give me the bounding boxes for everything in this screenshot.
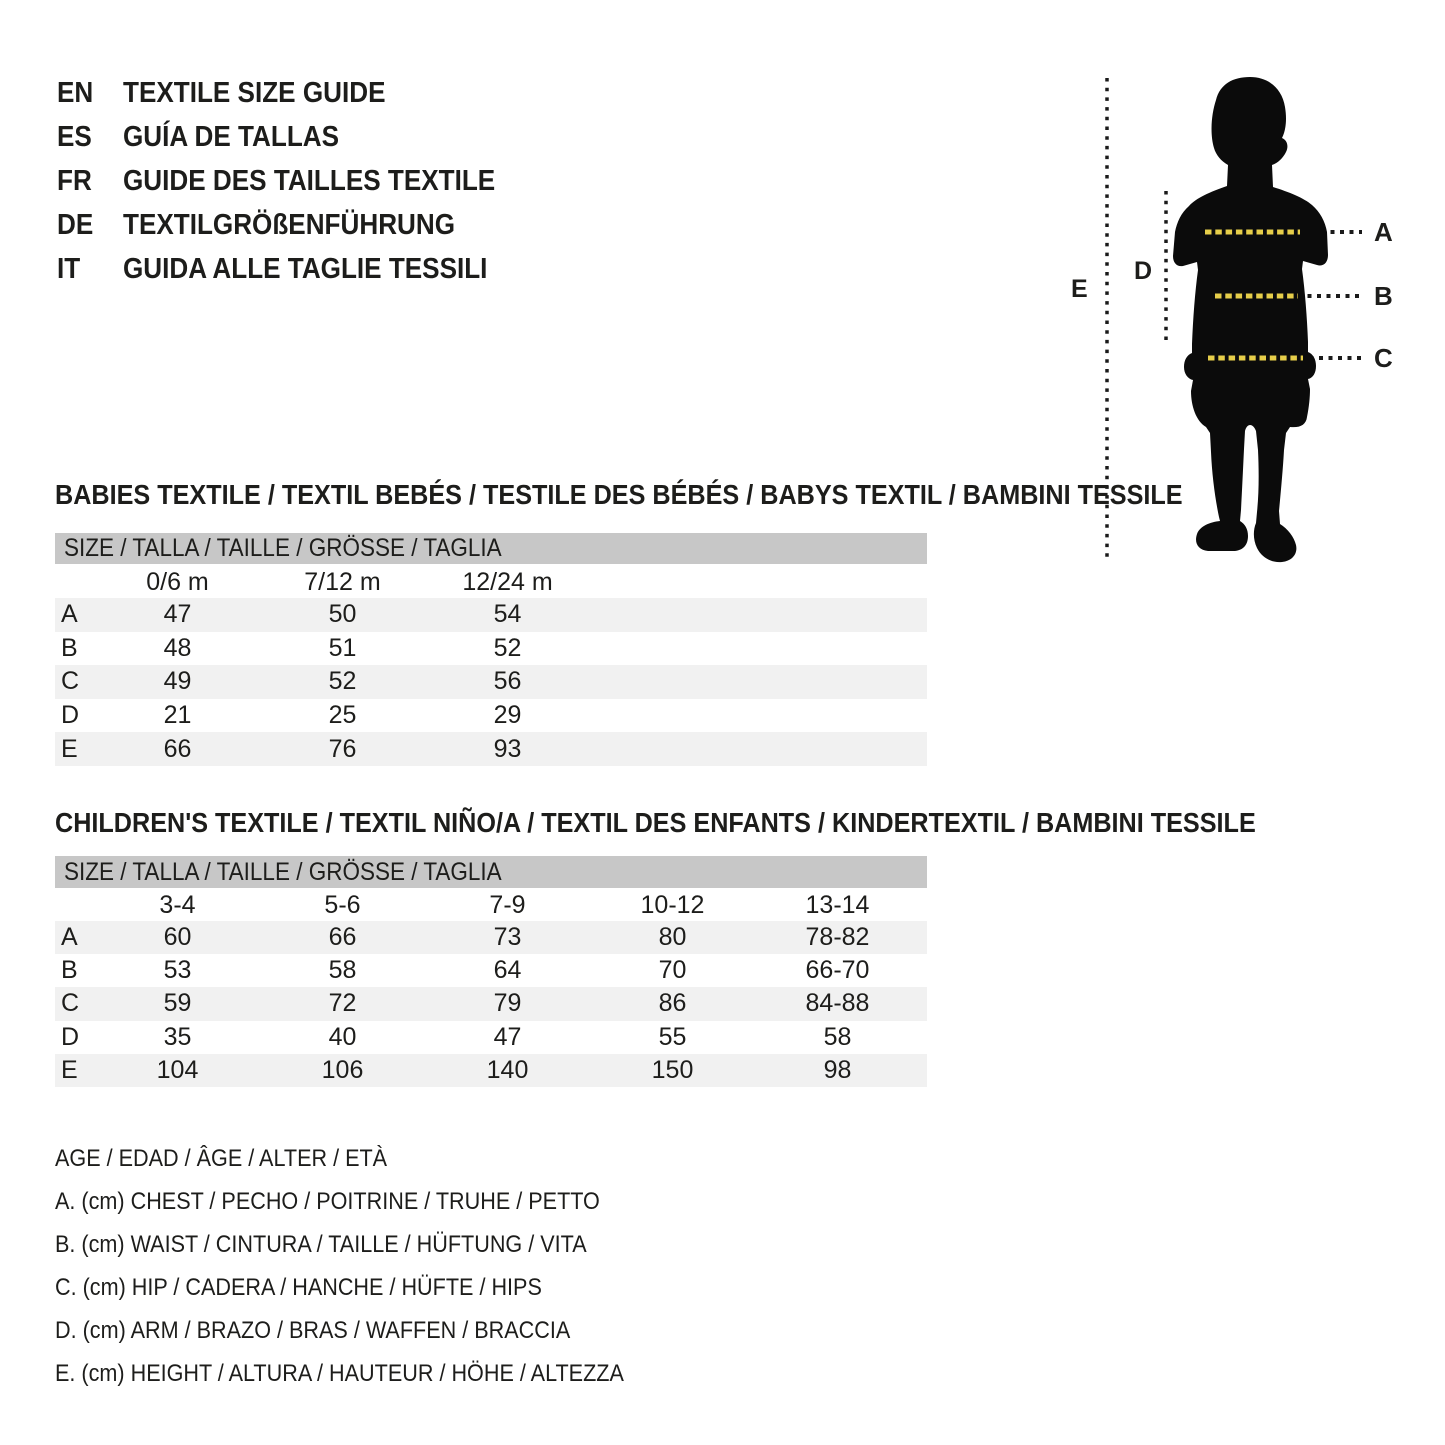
row-label: A [61,600,78,629]
table-cell: 58 [823,1022,852,1051]
lang-title: TEXTILGRÖßENFÜHRUNG [123,208,456,241]
column-header: 0/6 m [146,567,209,596]
table-cell: 55 [658,1022,687,1051]
lang-row-fr [57,159,537,203]
children-column-header-row [55,889,927,921]
table-cell: 66 [163,734,192,763]
lang-row-es [57,115,537,159]
table-cell: 76 [328,734,357,763]
table-cell: 66-70 [805,956,870,985]
column-header: 3-4 [159,890,196,919]
table-row [55,1021,927,1054]
table-cell: 51 [328,633,357,662]
table-cell: 50 [328,600,357,629]
table-cell: 106 [321,1055,364,1084]
table-cell: 40 [328,1022,357,1051]
table-cell: 35 [163,1022,192,1051]
table-row [55,954,927,987]
row-label: C [61,989,80,1018]
arm-label: D [1134,257,1153,285]
lang-code: IT [57,252,81,285]
table-cell: 140 [486,1055,529,1084]
children-size-header: SIZE / TALLA / TAILLE / GRÖSSE / TAGLIA [55,856,927,888]
table-row [55,632,927,666]
table-cell: 64 [493,956,522,985]
row-label: B [61,956,78,985]
hip-label: C [1374,343,1393,373]
table-row [55,1054,927,1087]
row-label: E [61,734,78,763]
column-header: 7-9 [489,890,526,919]
legend-line-height: E. (cm) HEIGHT / ALTURA / HAUTEUR / HÖHE / ALTEZZA [55,1360,624,1387]
column-header: 12/24 m [462,567,553,596]
table-cell: 58 [328,956,357,985]
babies-table [55,566,927,766]
chest-label: A [1374,217,1393,247]
table-cell: 73 [493,923,522,952]
legend-line-arm: D. (cm) ARM / BRAZO / BRAS / WAFFEN / BRACCIA [55,1317,571,1344]
row-label: C [61,667,80,696]
table-cell: 70 [658,956,687,985]
table-cell: 150 [651,1055,694,1084]
babies-column-header-row [55,566,927,598]
row-label: D [61,1022,80,1051]
table-cell: 59 [163,989,192,1018]
table-row [55,665,927,699]
table-cell: 56 [493,667,522,696]
table-row [55,699,927,733]
row-label: D [61,701,80,730]
table-cell: 29 [493,701,522,730]
lang-code: ES [57,120,92,153]
table-cell: 86 [658,989,687,1018]
legend-line-chest: A. (cm) CHEST / PECHO / POITRINE / TRUHE / PETTO [55,1188,600,1215]
table-cell: 78-82 [805,923,870,952]
column-header: 5-6 [324,890,361,919]
table-row [55,921,927,954]
legend-line-hip: C. (cm) HIP / CADERA / HANCHE / HÜFTE / HIPS [55,1274,542,1301]
lang-code: EN [57,76,94,109]
table-cell: 84-88 [805,989,870,1018]
table-cell: 60 [163,923,192,952]
height-label: E [1071,275,1088,303]
table-cell: 104 [156,1055,199,1084]
table-cell: 25 [328,701,357,730]
table-cell: 54 [493,600,522,629]
table-cell: 47 [493,1022,522,1051]
lang-row-it [57,247,537,291]
lang-title: GUÍA DE TALLAS [123,120,340,153]
table-row [55,598,927,632]
column-header: 13-14 [805,890,870,919]
table-cell: 98 [823,1055,852,1084]
table-cell: 93 [493,734,522,763]
table-cell: 21 [163,701,192,730]
table-cell: 66 [328,923,357,952]
table-row [55,732,927,766]
row-label: B [61,633,78,662]
lang-row-en [57,71,537,115]
waist-label: B [1374,281,1393,311]
legend-line-waist: B. (cm) WAIST / CINTURA / TAILLE / HÜFTUNG / VITA [55,1231,587,1258]
lang-row-de [57,203,537,247]
lang-title: GUIDE DES TAILLES TEXTILE [123,164,496,197]
lang-code: FR [57,164,92,197]
table-cell: 79 [493,989,522,1018]
table-row [55,987,927,1020]
row-label: A [61,923,78,952]
table-cell: 72 [328,989,357,1018]
table-cell: 80 [658,923,687,952]
children-table [55,889,927,1087]
lang-title: TEXTILE SIZE GUIDE [123,76,386,109]
measurement-legend [55,1137,687,1395]
language-title-list [57,71,537,291]
table-cell: 52 [493,633,522,662]
babies-size-header: SIZE / TALLA / TAILLE / GRÖSSE / TAGLIA [55,533,927,564]
legend-line-age: AGE / EDAD / ÂGE / ALTER / ETÀ [55,1145,388,1172]
babies-table-title: BABIES TEXTILE / TEXTIL BEBÉS / TESTILE DES BÉBÉS / BABYS TEXTIL / BAMBINI TESSILE [55,479,1183,510]
table-cell: 52 [328,667,357,696]
lang-title: GUIDA ALLE TAGLIE TESSILI [123,252,488,285]
table-cell: 49 [163,667,192,696]
child-silhouette-figure [1050,60,1445,600]
children-table-title: CHILDREN'S TEXTILE / TEXTIL NIÑO/A / TEXTIL DES ENFANTS / KINDERTEXTIL / BAMBINI TESSILE [55,807,1256,838]
column-header: 10-12 [640,890,705,919]
table-cell: 48 [163,633,192,662]
column-header: 7/12 m [304,567,381,596]
table-cell: 53 [163,956,192,985]
lang-code: DE [57,208,94,241]
row-label: E [61,1055,78,1084]
table-cell: 47 [163,600,192,629]
